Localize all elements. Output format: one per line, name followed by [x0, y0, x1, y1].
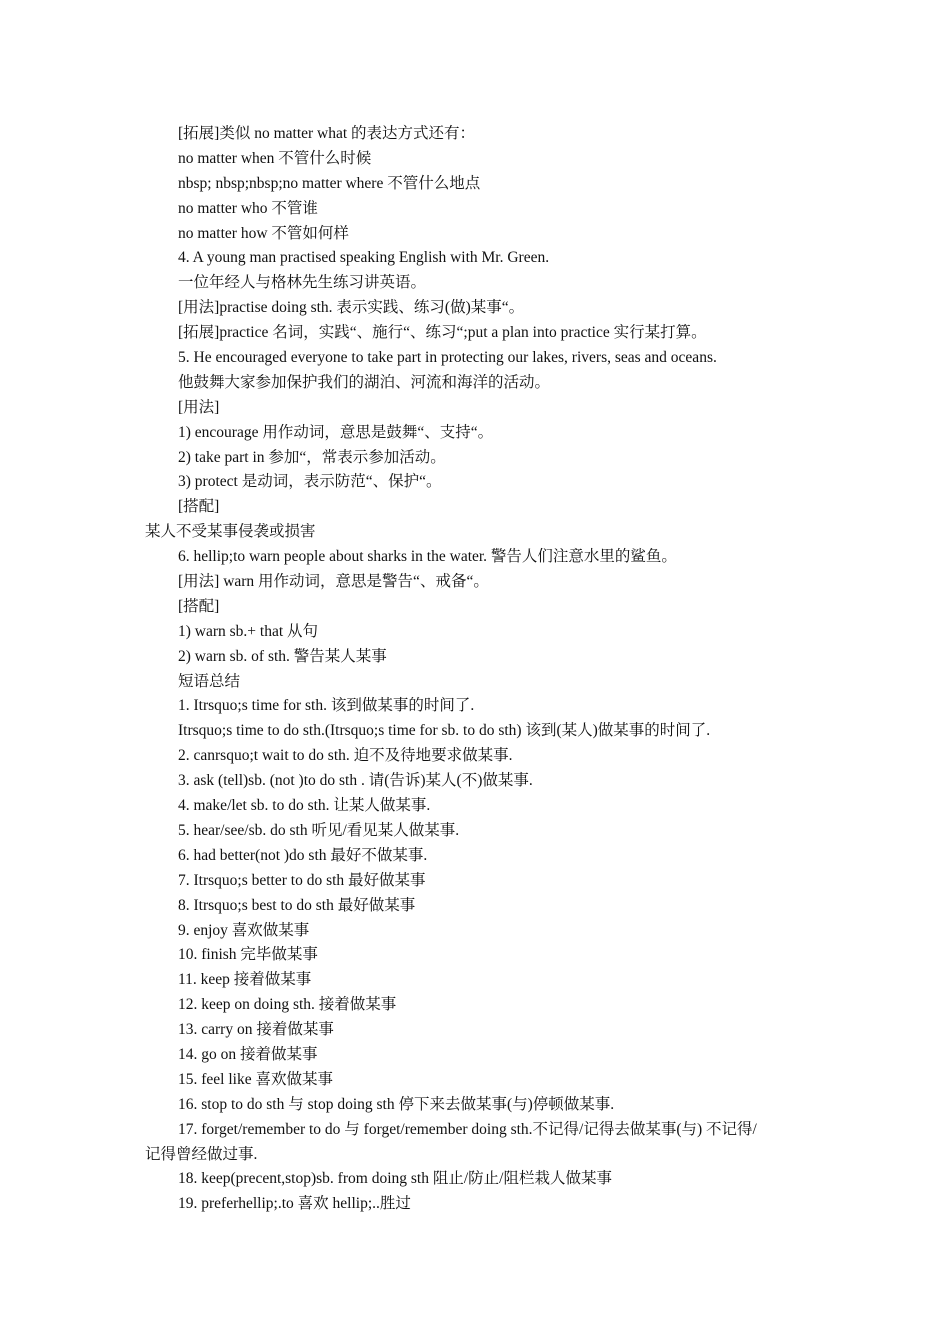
text-line: 10. finish 完毕做某事 [178, 946, 318, 964]
text-line: 18. keep(precent,stop)sb. from doing sth 阻止/防止/阻栏栽人做某事 [178, 1170, 612, 1188]
text-line: 4. make/let sb. to do sth. 让某人做某事. [178, 797, 431, 815]
text-line: 1. Itrsquo;s time for sth. 该到做某事的时间了. [178, 697, 475, 715]
text-line: 3) protect 是动词，表示防范“、保护“。 [178, 473, 442, 491]
text-line: 他鼓舞大家参加保护我们的湖泊、河流和海洋的活动。 [178, 373, 551, 391]
text-line: 9. enjoy 喜欢做某事 [178, 921, 310, 939]
text-line: 17. forget/remember to do 与 forget/remember doing sth.不记得/记得去做某事(与) 不记得/ [178, 1120, 757, 1138]
text-line: 6. had better(not )do sth 最好不做某事. [178, 846, 428, 864]
text-line: [搭配] [178, 597, 220, 615]
text-line: 短语总结 [178, 672, 241, 690]
text-line: no matter how 不管如何样 [178, 224, 349, 242]
text-line: 12. keep on doing sth. 接着做某事 [178, 996, 397, 1014]
text-line: 2. canrsquo;t wait to do sth. 迫不及待地要求做某事. [178, 747, 513, 765]
text-line: 5. hear/see/sb. do sth 听见/看见某人做某事. [178, 821, 460, 839]
text-line: no matter who 不管谁 [178, 199, 318, 217]
text-line: 3. ask (tell)sb. (not )to do sth . 请(告诉)某人(不)做某事. [178, 772, 533, 790]
text-line: [用法] warn 用作动词，意思是警告“、戒备“。 [178, 573, 489, 591]
text-line: 13. carry on 接着做某事 [178, 1021, 334, 1039]
text-line: no matter when 不管什么时候 [178, 149, 372, 167]
text-line: 8. Itrsquo;s best to do sth 最好做某事 [178, 896, 416, 914]
text-line: 15. feel like 喜欢做某事 [178, 1070, 333, 1088]
text-line: 记得曾经做过事. [145, 1145, 258, 1163]
text-line: Itrsquo;s time to do sth.(Itrsquo;s time for sb. to do sth) 该到(某人)做某事的时间了. [178, 722, 711, 740]
text-line: 19. preferhellip;.to 喜欢 hellip;..胜过 [178, 1195, 411, 1213]
text-line: 一位年经人与格林先生练习讲英语。 [178, 274, 427, 292]
text-line: [拓展]practice 名词，实践“、施行“、练习“;put a plan into practice 实行某打算。 [178, 324, 707, 342]
text-line: 11. keep 接着做某事 [178, 971, 312, 989]
document-page [0, 122, 950, 1217]
text-line: [搭配] [178, 498, 220, 516]
text-line: 16. stop to do sth 与 stop doing sth 停下来去做某事(与)停顿做某事. [178, 1095, 615, 1113]
text-line: 6. hellip;to warn people about sharks in the water. 警告人们注意水里的鲨鱼。 [178, 548, 677, 566]
text-line: 1) encourage 用作动词，意思是鼓舞“、支持“。 [178, 423, 494, 441]
text-line: 5. He encouraged everyone to take part in protecting our lakes, rivers, seas and oceans. [178, 349, 717, 367]
text-line: 某人不受某事侵袭或损害 [145, 523, 316, 541]
text-line: 7. Itrsquo;s better to do sth 最好做某事 [178, 871, 426, 889]
text-line: nbsp; nbsp;nbsp;no matter where 不管什么地点 [178, 174, 481, 192]
text-line: 4. A young man practised speaking English with Mr. Green. [178, 249, 550, 267]
text-line: 2) take part in 参加“，常表示参加活动。 [178, 448, 446, 466]
text-line: 14. go on 接着做某事 [178, 1045, 318, 1063]
text-line: [用法]practise doing sth. 表示实践、练习(做)某事“。 [178, 299, 525, 317]
text-line: 2) warn sb. of sth. 警告某人某事 [178, 647, 387, 665]
text-line: 1) warn sb.+ that 从句 [178, 622, 319, 640]
text-line: [用法] [178, 398, 220, 416]
text-line: [拓展]类似 no matter what 的表达方式还有： [178, 125, 476, 142]
